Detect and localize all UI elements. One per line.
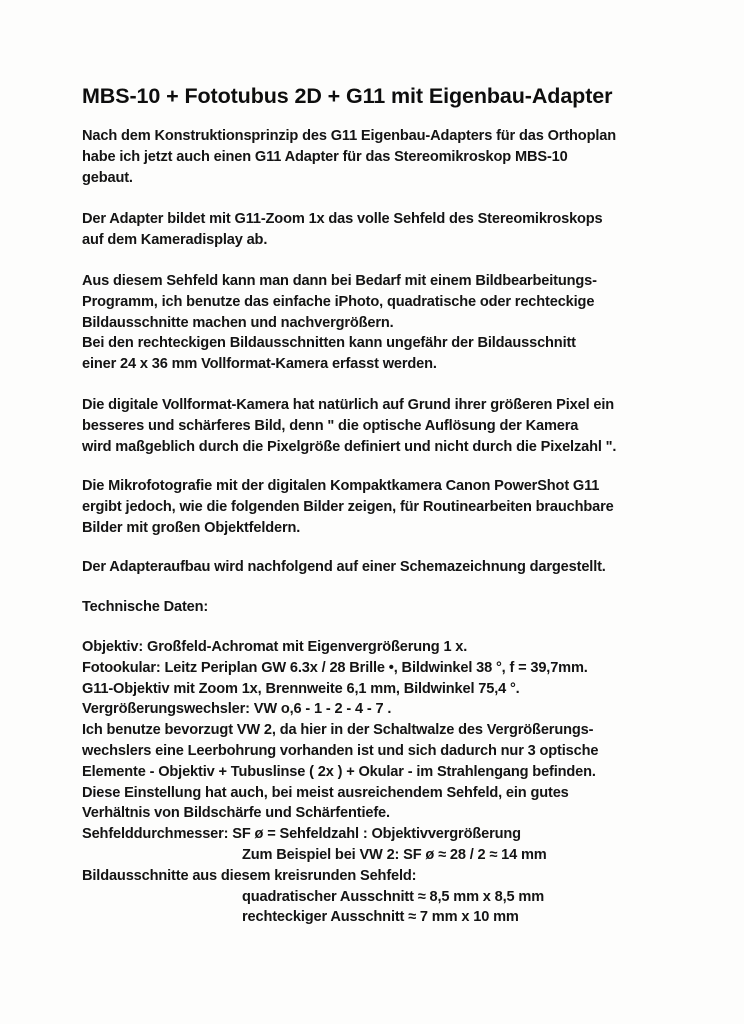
text-line: gebaut. — [82, 169, 133, 186]
text-line: ergibt jedoch, wie die folgenden Bilder zeigen, für Routinearbeiten brauchbare — [82, 498, 614, 515]
paragraph-intro — [82, 126, 616, 188]
page-title: MBS-10 + Fototubus 2D + G11 mit Eigenbau-Adapter — [82, 84, 613, 108]
text-line: Die Mikrofotografie mit der digitalen Kompaktkamera Canon PowerShot G11 — [82, 478, 600, 494]
tech-line: wechslers eine Leerbohrung vorhanden ist und sich dadurch nur 3 optische — [82, 742, 599, 759]
technical-data-list — [82, 637, 598, 928]
text-line: habe ich jetzt auch einen G11 Adapter für das Stereomikroskop MBS-10 — [82, 148, 568, 165]
text-line: Aus diesem Sehfeld kann man dann bei Bedarf mit einem Bildbearbeitungs- — [82, 273, 597, 289]
text-line: einer 24 x 36 mm Vollformat-Kamera erfasst werden. — [82, 356, 437, 373]
text-line: Der Adapter bildet mit G11-Zoom 1x das volle Sehfeld des Stereomikroskops — [82, 211, 603, 227]
tech-line: Verhältnis von Bildschärfe und Schärfentiefe. — [82, 805, 390, 822]
paragraph-bildausschnitte — [82, 271, 597, 375]
tech-line-indented: Zum Beispiel bei VW 2: SF ø ≈ 28 / 2 ≈ 14 mm — [242, 846, 547, 863]
text-line: Die digitale Vollformat-Kamera hat natürlich auf Grund ihrer größeren Pixel ein — [82, 397, 615, 413]
tech-line-indented: rechteckiger Ausschnitt ≈ 7 mm x 10 mm — [242, 909, 519, 926]
paragraph-adapteraufbau — [82, 557, 606, 578]
text-line: Technische Daten: — [82, 599, 209, 615]
section-heading-technische-daten — [82, 597, 208, 618]
tech-line: Bildausschnitte aus diesem kreisrunden Sehfeld: — [82, 867, 417, 884]
text-line: besseres und schärferes Bild, denn " die optische Auflösung der Kamera — [82, 417, 579, 434]
text-line: auf dem Kameradisplay ab. — [82, 231, 268, 248]
text-line: Programm, ich benutze das einfache iPhoto, quadratische oder rechteckige — [82, 293, 595, 310]
paragraph-vollformat — [82, 395, 616, 457]
paragraph-adapter — [82, 209, 603, 251]
text-line: Bildausschnitte machen und nachvergrößern. — [82, 314, 394, 331]
tech-line: Sehfelddurchmesser: SF ø = Sehfeldzahl : Objektivvergrößerung — [82, 826, 521, 843]
tech-line: Vergrößerungswechsler: VW o,6 - 1 - 2 - 4 - 7 . — [82, 701, 392, 718]
text-line: Der Adapteraufbau wird nachfolgend auf einer Schemazeichnung dargestellt. — [82, 559, 606, 575]
tech-line: Objektiv: Großfeld-Achromat mit Eigenvergrößerung 1 x. — [82, 639, 468, 655]
text-line: Bilder mit großen Objektfeldern. — [82, 519, 301, 536]
tech-line: G11-Objektiv mit Zoom 1x, Brennweite 6,1 mm, Bildwinkel 75,4 °. — [82, 680, 520, 697]
tech-line: Elemente - Objektiv + Tubuslinse ( 2x ) + Okular - im Strahlengang befinden. — [82, 763, 596, 780]
text-line: Bei den rechteckigen Bildausschnitten kann ungefähr der Bildausschnitt — [82, 335, 576, 352]
tech-line-indented: quadratischer Ausschnitt ≈ 8,5 mm x 8,5 mm — [242, 888, 545, 905]
text-line: wird maßgeblich durch die Pixelgröße definiert und nicht durch die Pixelzahl ". — [82, 438, 617, 455]
paragraph-mikrofotografie — [82, 476, 614, 538]
tech-line: Diese Einstellung hat auch, bei meist ausreichendem Sehfeld, ein gutes — [82, 784, 569, 801]
text-line: Nach dem Konstruktionsprinzip des G11 Eigenbau-Adapters für das Orthoplan — [82, 128, 616, 144]
tech-line: Ich benutze bevorzugt VW 2, da hier in der Schaltwalze des Vergrößerungs- — [82, 722, 594, 739]
tech-line: Fotookular: Leitz Periplan GW 6.3x / 28 Brille •, Bildwinkel 38 °, f = 39,7mm. — [82, 659, 588, 676]
